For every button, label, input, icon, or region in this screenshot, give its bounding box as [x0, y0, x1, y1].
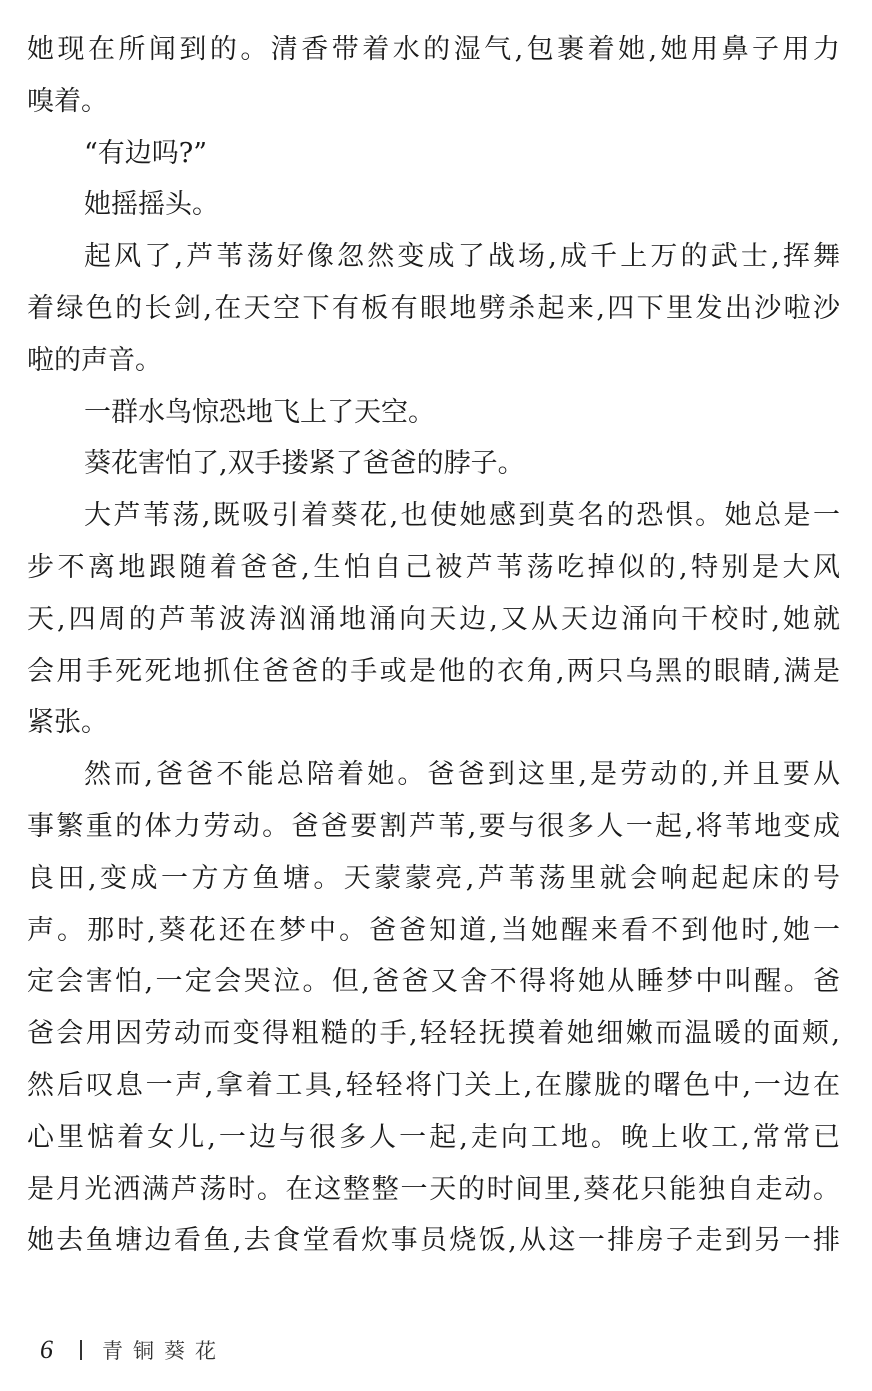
text-line: “有边吗?”	[84, 137, 208, 169]
page-body-text	[27, 24, 840, 1267]
text-line: 着绿色的长剑,在天空下有板有眼地劈杀起来,四下里发出沙啦沙	[27, 292, 840, 324]
text-line: 嗅着。	[27, 85, 108, 117]
page-number: 6	[40, 1335, 53, 1364]
page-footer	[40, 1330, 226, 1370]
text-line: 天,四周的芦苇波涛汹涌地涌向天边,又从天边涌向干校时,她就	[27, 603, 840, 635]
text-line: 一群水鸟惊恐地飞上了天空。	[84, 396, 435, 428]
text-line: 她摇摇头。	[84, 189, 219, 221]
text-line: 良田,变成一方方鱼塘。天蒙蒙亮,芦苇荡里就会响起起床的号	[27, 862, 840, 894]
text-line: 啦的声音。	[27, 344, 162, 376]
text-line: 心里惦着女儿,一边与很多人一起,走向工地。晚上收工,常常已	[27, 1121, 840, 1153]
footer-divider	[80, 1340, 82, 1360]
text-line: 然后叹息一声,拿着工具,轻轻将门关上,在朦胧的曙色中,一边在	[27, 1069, 840, 1101]
text-line: 声。那时,葵花还在梦中。爸爸知道,当她醒来看不到他时,她一	[27, 914, 840, 946]
text-line: 她去鱼塘边看鱼,去食堂看炊事员烧饭,从这一排房子走到另一排	[27, 1225, 840, 1257]
text-line: 葵花害怕了,双手搂紧了爸爸的脖子。	[84, 448, 525, 480]
text-line: 起风了,芦苇荡好像忽然变成了战场,成千上万的武士,挥舞	[84, 241, 840, 273]
text-line: 步不离地跟随着爸爸,生怕自己被芦苇荡吃掉似的,特别是大风	[27, 551, 840, 583]
text-line: 大芦苇荡,既吸引着葵花,也使她感到莫名的恐惧。她总是一	[84, 500, 840, 532]
text-line: 爸会用因劳动而变得粗糙的手,轻轻抚摸着她细嫩而温暖的面颊,	[27, 1018, 840, 1050]
text-line: 她现在所闻到的。清香带着水的湿气,包裹着她,她用鼻子用力	[27, 34, 840, 65]
text-line: 然而,爸爸不能总陪着她。爸爸到这里,是劳动的,并且要从	[84, 759, 840, 791]
text-line: 会用手死死地抓住爸爸的手或是他的衣角,两只乌黑的眼睛,满是	[27, 655, 840, 687]
text-line: 事繁重的体力劳动。爸爸要割芦苇,要与很多人一起,将苇地变成	[27, 810, 840, 842]
text-line: 紧张。	[27, 707, 108, 739]
text-line: 是月光洒满芦荡时。在这整整一天的时间里,葵花只能独自走动。	[27, 1173, 840, 1205]
text-line: 定会害怕,一定会哭泣。但,爸爸又舍不得将她从睡梦中叫醒。爸	[27, 966, 840, 998]
book-title: 青铜葵花	[102, 1339, 226, 1363]
